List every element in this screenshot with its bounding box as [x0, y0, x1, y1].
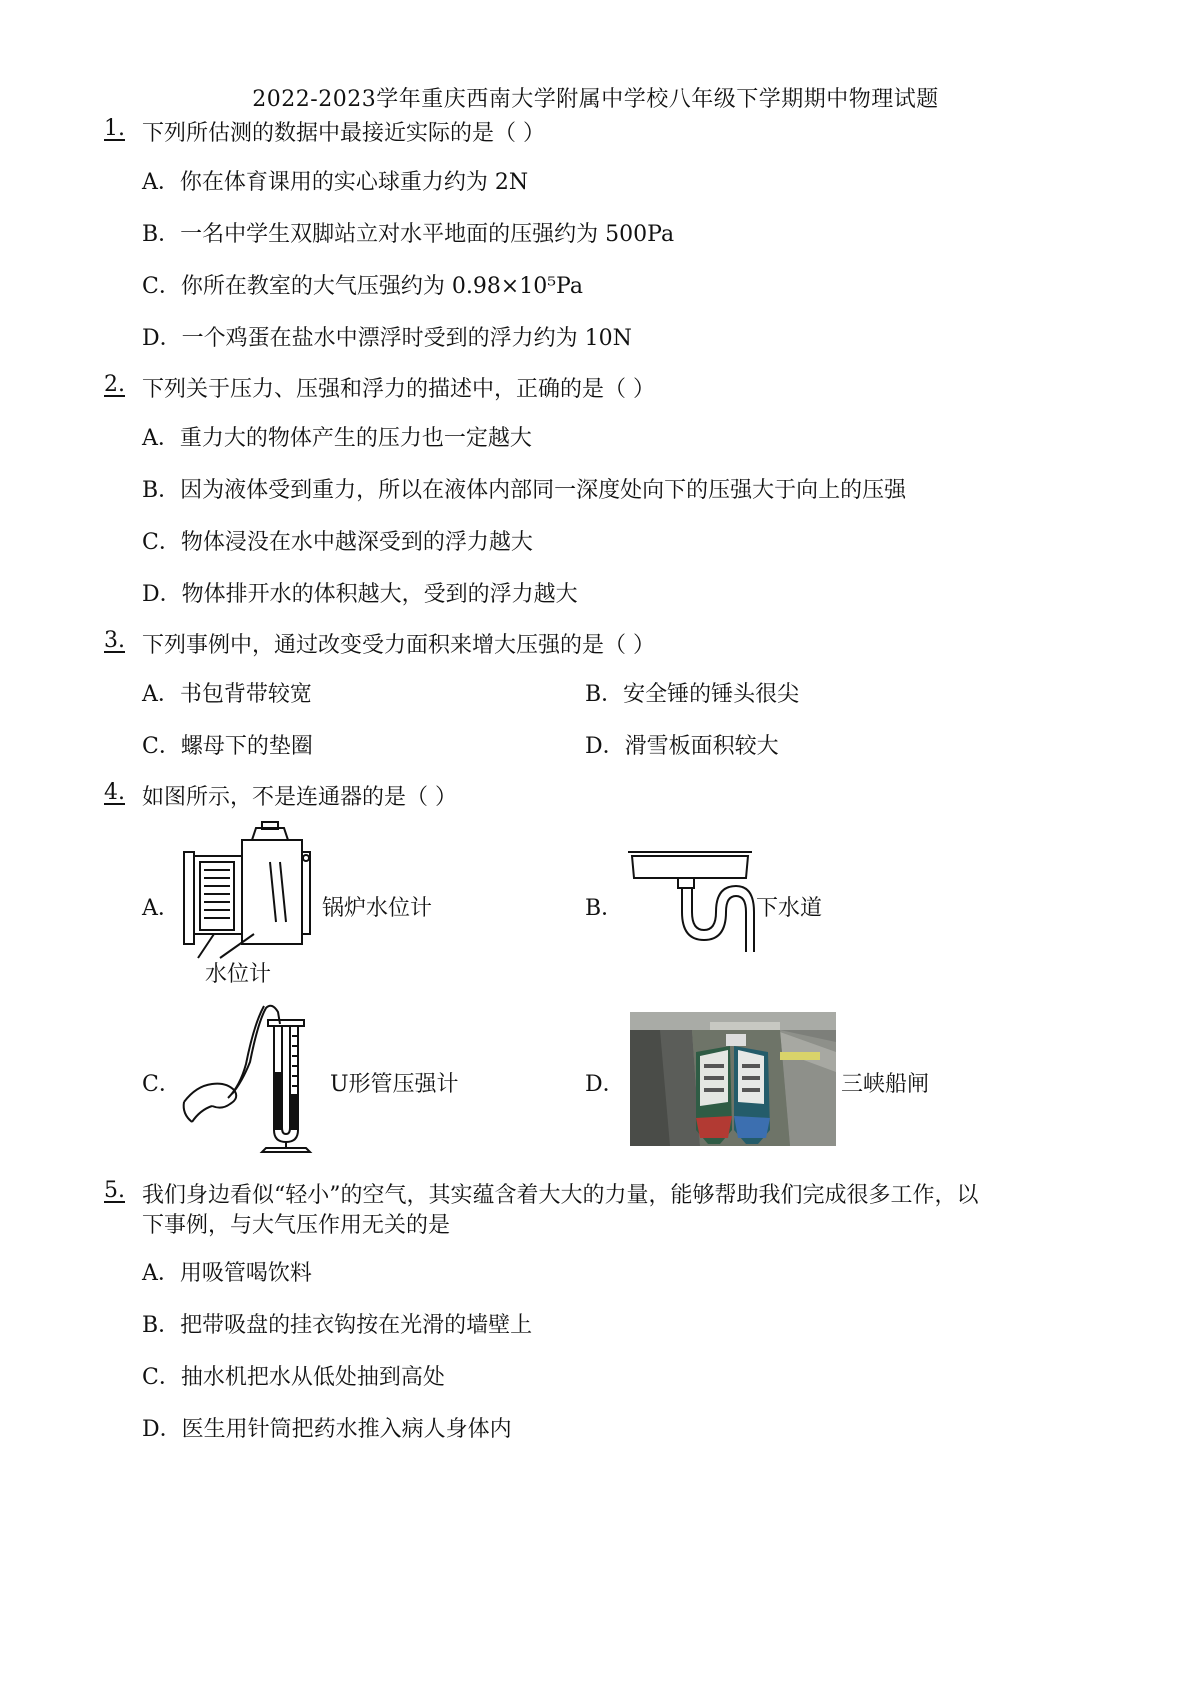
u-tube-manometer-figure	[182, 1002, 332, 1154]
option-b: B．安全锤的锤头很尖	[585, 682, 800, 707]
option-c: C．抽水机把水从低处抽到高处	[142, 1365, 445, 1390]
page-title: 2022-2023学年重庆西南大学附属中学校八年级下学期期中物理试题	[252, 87, 939, 112]
option-d: D．医生用针筒把药水推入病人身体内	[142, 1417, 512, 1442]
question-number: 4.	[104, 780, 125, 805]
ship-lock-photo	[630, 1012, 836, 1146]
option-a: A．书包背带较宽	[142, 682, 312, 707]
figure-label-a: A．	[142, 896, 180, 921]
question-number: 5.	[104, 1178, 125, 1203]
option-b: B．因为液体受到重力，所以在液体内部同一深度处向下的压强大于向上的压强	[142, 478, 907, 503]
option-c: C．物体浸没在水中越深受到的浮力越大	[142, 530, 533, 555]
figure-caption-c: U形管压强计	[330, 1072, 459, 1097]
option-d: D．一个鸡蛋在盐水中漂浮时受到的浮力约为 10N	[142, 326, 632, 351]
option-b: B．把带吸盘的挂衣钩按在光滑的墙壁上	[142, 1313, 533, 1338]
option-a: A．重力大的物体产生的压力也一定越大	[142, 426, 532, 451]
sink-drain-figure	[626, 848, 756, 958]
option-c: C．螺母下的垫圈	[142, 734, 313, 759]
question-text: 下列关于压力、压强和浮力的描述中，正确的是（ ）	[142, 377, 655, 402]
question-text: 如图所示，不是连通器的是（ ）	[142, 785, 457, 810]
figure-label-c: C．	[142, 1072, 181, 1097]
question-number: 2.	[104, 372, 125, 397]
figure-caption-a: 锅炉水位计	[322, 896, 433, 921]
figure-caption-d: 三峡船闸	[841, 1072, 930, 1097]
option-a: A．用吸管喝饮料	[142, 1261, 312, 1286]
question-number: 1.	[104, 116, 125, 141]
question-text-line1: 我们身边看似“轻小”的空气，其实蕴含着大大的力量，能够帮助我们完成很多工作，以	[142, 1183, 979, 1208]
option-d: D．滑雪板面积较大	[585, 734, 779, 759]
question-number: 3.	[104, 628, 125, 653]
figure-label-d: D．	[585, 1072, 625, 1097]
option-b: B．一名中学生双脚站立对水平地面的压强约为 500Pa	[142, 222, 675, 247]
question-text: 下列事例中，通过改变受力面积来增大压强的是（ ）	[142, 633, 655, 658]
question-text: 下列所估测的数据中最接近实际的是（ ）	[142, 121, 545, 146]
option-a: A．你在体育课用的实心球重力约为 2N	[142, 170, 529, 195]
figure-sublabel-a: 水位计	[205, 962, 272, 987]
question-text-line2: 下事例，与大气压作用无关的是	[142, 1213, 451, 1238]
figure-caption-b: 下水道	[756, 896, 823, 921]
boiler-water-gauge-figure	[180, 822, 320, 962]
option-c: C．你所在教室的大气压强约为 0.98×10⁵Pa	[142, 274, 583, 299]
figure-label-b: B．	[585, 896, 624, 921]
option-d: D．物体排开水的体积越大，受到的浮力越大	[142, 582, 578, 607]
